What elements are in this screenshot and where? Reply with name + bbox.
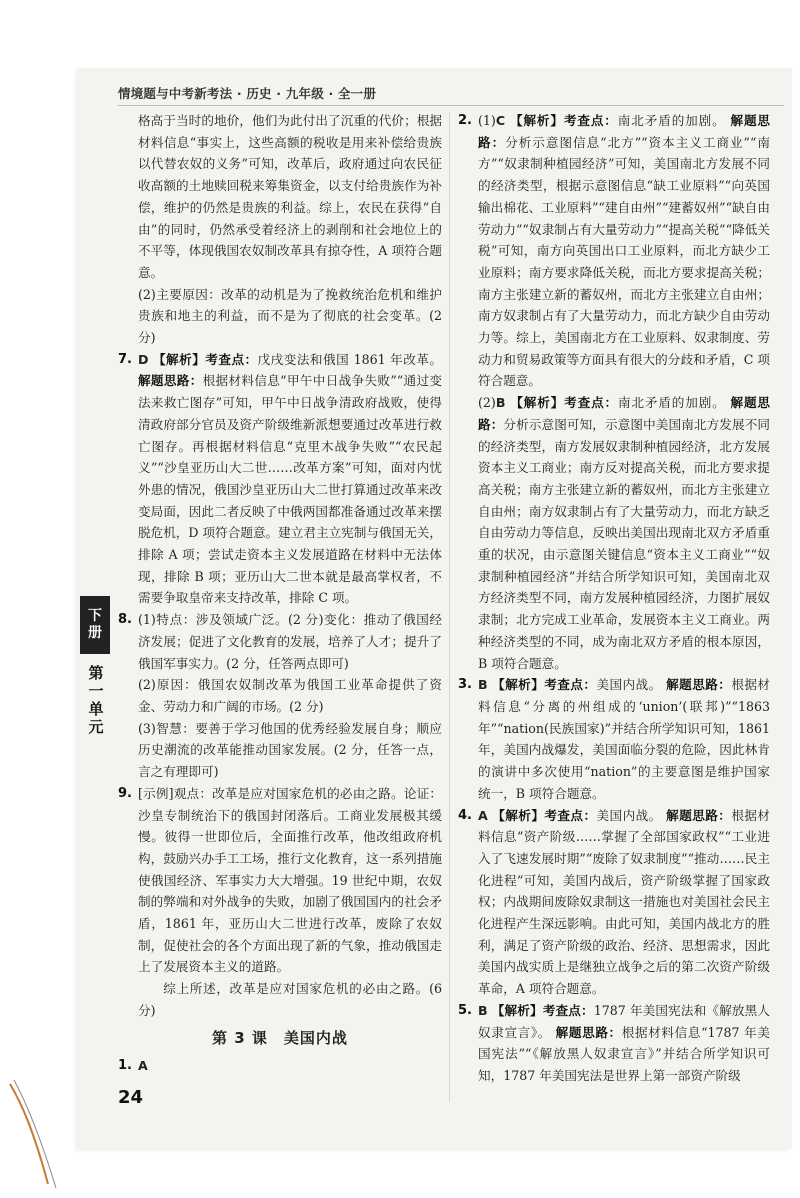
analysis-tag: 【解析】 xyxy=(492,807,545,823)
key-point-text: 南北矛盾的加剧。 xyxy=(617,113,726,128)
key-point-text: 美国内战。 xyxy=(596,807,662,823)
analysis-tag: 【解析】 xyxy=(492,677,545,693)
unit-label-char: 第 xyxy=(88,664,104,682)
volume-tab-char: 下 xyxy=(88,608,102,624)
analysis-tag: 【解析】 xyxy=(152,351,206,367)
question-5 xyxy=(458,1000,770,1087)
question-4 xyxy=(458,805,770,1000)
volume-tab-char: 册 xyxy=(88,625,102,641)
question-number: 1. xyxy=(118,1058,132,1074)
solution-idea-label: 解题思路： xyxy=(666,677,732,693)
question-number: 8. xyxy=(118,612,132,628)
key-point-text: 1787 年美国宪法和《解放黑人奴隶宣言》。 xyxy=(478,1002,770,1040)
key-point-label: 考查点： xyxy=(205,351,258,367)
key-point-label: 考查点： xyxy=(542,1002,594,1018)
answer-letter: B xyxy=(478,1002,488,1018)
answer-letter: B xyxy=(478,677,488,693)
solution-idea-label: 解题思路： xyxy=(478,395,771,432)
page-number: 24 xyxy=(118,1087,144,1108)
part-prefix: (1) xyxy=(478,113,496,128)
answer-part: 综上所述，改革是应对国家危机的必由之路。(6 分) xyxy=(138,981,442,1018)
key-point-label: 考查点： xyxy=(563,113,618,128)
answer-letter: D xyxy=(138,351,149,367)
key-point-label: 考查点： xyxy=(544,677,597,693)
key-point-label: 考查点： xyxy=(564,395,618,411)
key-point-text: 南北矛盾的加剧。 xyxy=(617,395,726,411)
question-7 xyxy=(118,349,442,609)
part-prefix: (2) xyxy=(478,395,496,411)
question-2 xyxy=(458,110,770,674)
analysis-text: 根据材料信息“资产阶级……掌握了全部国家政权”“工业进入了飞速发展时期”“废除了奴隶制度”“推动……民主化进程”可知，美国内战后，资产阶级掌握了国家政权；内战期间废除奴隶制这一措施也对美国社会民主化进程产生深远影响。由此可知，美国内战北方的胜利，满足了资产阶级的政治、经济、思想需求，因此美国内战实质上是继独立战争之后的第二次资产阶级革命，A 项符合题意。 xyxy=(478,807,771,997)
analysis-text: 根据材料信息“分离的州组成的‘union’(联邦)”“1863 年”“nation(民族国家)”并结合所学知识可知，1861 年，美国内战爆发，美国面临分裂的危险，因此林肯的演讲中多次使用“nation”的主要意图是维护国家统一，B 项符合题意。 xyxy=(478,677,771,801)
question-number: 3. xyxy=(458,677,472,693)
corner-edge-mark xyxy=(8,1080,68,1190)
answer-letter: A xyxy=(138,1058,148,1074)
answer-part: (3)智慧：要善于学习他国的优秀经验发展自身；顺应历史潮流的改革能推动国家发展。(2 分，任答一点，言之有理即可) xyxy=(138,720,442,780)
solution-idea-label: 解题思路： xyxy=(666,807,732,823)
question-number: 7. xyxy=(118,351,132,367)
key-point-label: 考查点： xyxy=(544,807,597,823)
analysis-tag: 【解析】 xyxy=(491,1002,543,1018)
continued-paragraph: 格高于当时的地价，他们为此付出了沉重的代价；根据材料信息“事实上，这些高额的税收是用来补偿给贵族以代替农奴的义务”可知，改革后，政府通过向农民征收高额的土地赎回税来筹集资金，以支付给贵族作为补偿，维护的仍然是贵族的利益。综上，农民在获得“自由”的同时，仍然承受着经济上的剥削和社会地位上的不平等，体现俄国农奴制改革具有掠夺性，A 项符合题意。 xyxy=(138,113,442,280)
left-column xyxy=(118,110,442,1077)
key-point-text: 戊戌变法和俄国 1861 年改革。 xyxy=(257,351,442,367)
analysis-text: 根据材料信息“甲午中日战争失败”“通过变法来救亡图存”可知，甲午中日战争清政府战败，使得清政府部分官员及资产阶级维新派想要通过改革进行救亡图存。再根据材料信息“克里木战争失败”“农民起义”“沙皇亚历山大二世……改革方案”可知，面对内忧外患的情况，俄国沙皇亚历山大二世打算通过改革来改变局面，因此二者反映了中俄两国都准备通过改革来摆脱危机，D 项符合题意。建立君主立宪制与俄国无关，排除 A 项；尝试走资本主义发展道路在材料中无法体现，排除 B 项；亚历山大二世本就是最高掌权者，不需要争取皇帝来支持改革，排除 C 项。 xyxy=(138,373,442,606)
question-number: 5. xyxy=(458,1002,472,1018)
key-point-text: 美国内战。 xyxy=(596,677,662,693)
analysis-tag: 【解析】 xyxy=(509,113,564,128)
volume-tab xyxy=(80,596,110,654)
answer-letter: B xyxy=(495,395,506,411)
continued-paragraph: (2)主要原因：改革的动机是为了挽救统治危机和维护贵族和地主的利益，而不是为了彻底的社会变革。(2 分) xyxy=(138,286,442,346)
question-number: 2. xyxy=(458,113,472,128)
answer-part: (1)特点：涉及领域广泛。(2 分)变化：推动了俄国经济发展；促进了文化教育的发展，培养了人才；提升了俄国军事实力。(2 分，任答两点即可) xyxy=(138,612,442,671)
page-header: 情境题与中考新考法 · 历史 · 九年级 · 全一册 xyxy=(118,86,377,101)
solution-idea-label: 解题思路： xyxy=(138,373,203,389)
solution-idea-label: 解题思路： xyxy=(555,1024,622,1040)
lesson-title: 第 3 课 美国内战 xyxy=(212,1028,348,1047)
question-9 xyxy=(118,783,442,1022)
header-rule xyxy=(118,105,784,106)
column-divider xyxy=(449,112,450,1102)
analysis-text: 分析示意图可知，示意图中美国南北方发展不同的经济类型，南方发展奴隶制种植园经济，北方发展资本主义工商业；南方反对提高关税，而北方要求提高关税；南方主张建立新的蓄奴州，而北方主张建立自由州；南方奴隶制占有了大量劳动力，而北方缺乏自由劳动力等信息，反映出美国出现南北双方矛盾重重的状况，由示意图关键信息“资本主义工商业”“奴隶制种植园经济”并结合所学知识可知，美国南北双方经济类型不同，南方发展种植园经济，力图扩展奴隶制；北方完成工业革命，发展资本主义工商业。两种经济类型的不同，成为南北双方矛盾的根本原因，B 项符合题意。 xyxy=(478,416,771,671)
question-8 xyxy=(118,609,442,783)
unit-label-char: 一 xyxy=(88,682,104,700)
answer-part: [示例]观点：改革是应对国家危机的必由之路。论证：沙皇专制统治下的俄国封闭落后。工商业发展极其缓慢。彼得一世即位后，全面推行改革，他改组政府机构，鼓励兴办手工工场，推行文化教育，这一系列措施使俄国经济、军事实力大大增强。19 世纪中期，农奴制的弊端和对外战争的失败，加剧了俄国国内的社会矛盾，1861 年，亚历山大二世进行改革，废除了农奴制，促使社会的各个方面出现了新的气象，推动俄国走上了发展资本主义的道路。 xyxy=(138,785,442,975)
analysis-text: 分析示意图信息“北方”“资本主义工商业”“南方”“奴隶制种植园经济”可知，美国南北方发展不同的经济类型，根据示意图信息“缺工业原料”“向英国输出棉花、工业原料”“建自由州”“建蓄奴州”“缺自由劳动力”“奴隶制占有大量劳动力”“提高关税”“降低关税”可知，南方向英国出口工业原料，而北方缺少工业原料；南方要求降低关税，而北方要求提高关税；南方主张建立新的蓄奴州，而北方主张建立自由州；南方奴隶制占有了大量劳动力，而北方缺少自由劳动力等。综上，美国南北方在工业原料、奴隶制度、劳动力和贸易政策等方面具有很大的分歧和矛盾，C 项符合题意。 xyxy=(478,134,771,389)
answer-part: (2)原因：俄国农奴制改革为俄国工业革命提供了资金、劳动力和广阔的市场。(2 分) xyxy=(138,677,442,714)
solution-idea-label: 解题思路： xyxy=(478,113,771,150)
analysis-text: 根据材料信息“1787 年美国宪法”“《解放黑人奴隶宣言》”并结合所学知识可知，1787 年美国宪法是世界上第一部资产阶级 xyxy=(478,1024,770,1083)
right-column xyxy=(458,110,770,1087)
unit-label-char: 元 xyxy=(88,718,104,736)
question-1 xyxy=(118,1055,442,1077)
unit-label xyxy=(84,664,108,736)
answer-letter: A xyxy=(478,807,488,823)
question-3 xyxy=(458,674,770,804)
question-number: 9. xyxy=(118,785,132,801)
answer-letter: C xyxy=(495,113,506,128)
analysis-tag: 【解析】 xyxy=(510,395,565,411)
unit-label-char: 单 xyxy=(88,700,104,718)
question-number: 4. xyxy=(458,807,472,823)
